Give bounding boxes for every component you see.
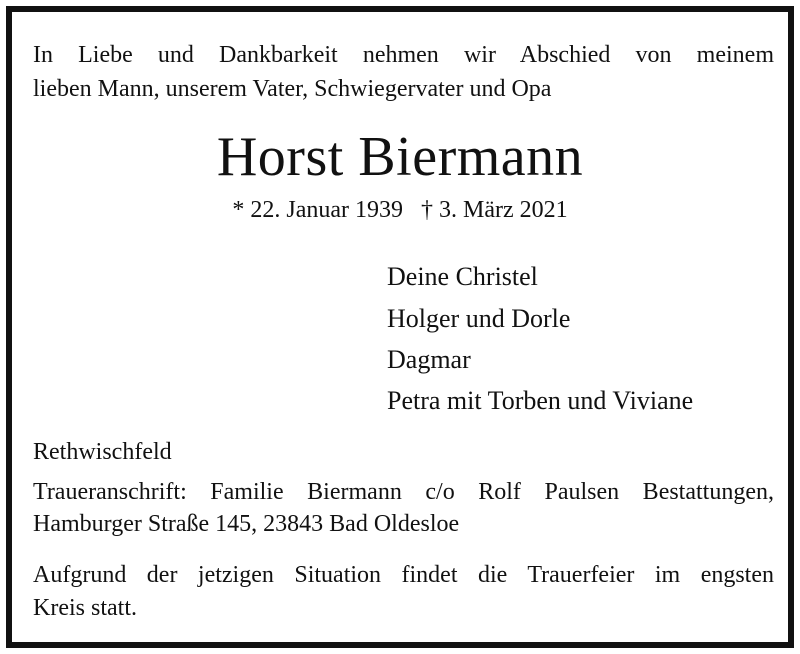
place: Rethwischfeld xyxy=(33,439,172,465)
intro-line-2: lieben Mann, unserem Vater, Schwiegervater und Opa xyxy=(33,76,552,102)
mourner-2: Holger und Dorle xyxy=(387,304,571,333)
deceased-name: Horst Biermann xyxy=(216,126,584,188)
address-line-1: Traueranschrift: Familie Biermann c/o Rolf Paulsen Bestattungen, xyxy=(33,479,774,505)
mourner-1: Deine Christel xyxy=(387,262,538,291)
life-dates: * 22. Januar 1939 † 3. März 2021 xyxy=(232,197,568,223)
obituary-notice xyxy=(6,6,794,648)
mourner-3: Dagmar xyxy=(387,345,471,374)
intro-line-1: In Liebe und Dankbarkeit nehmen wir Abschied von meinem xyxy=(33,42,774,68)
mourner-4: Petra mit Torben und Viviane xyxy=(387,386,694,415)
address-line-2: Hamburger Straße 145, 23843 Bad Oldesloe xyxy=(33,511,460,537)
notice-line-1: Aufgrund der jetzigen Situation findet die Trauerfeier im engsten xyxy=(33,562,774,588)
notice-line-2: Kreis statt. xyxy=(33,595,137,621)
